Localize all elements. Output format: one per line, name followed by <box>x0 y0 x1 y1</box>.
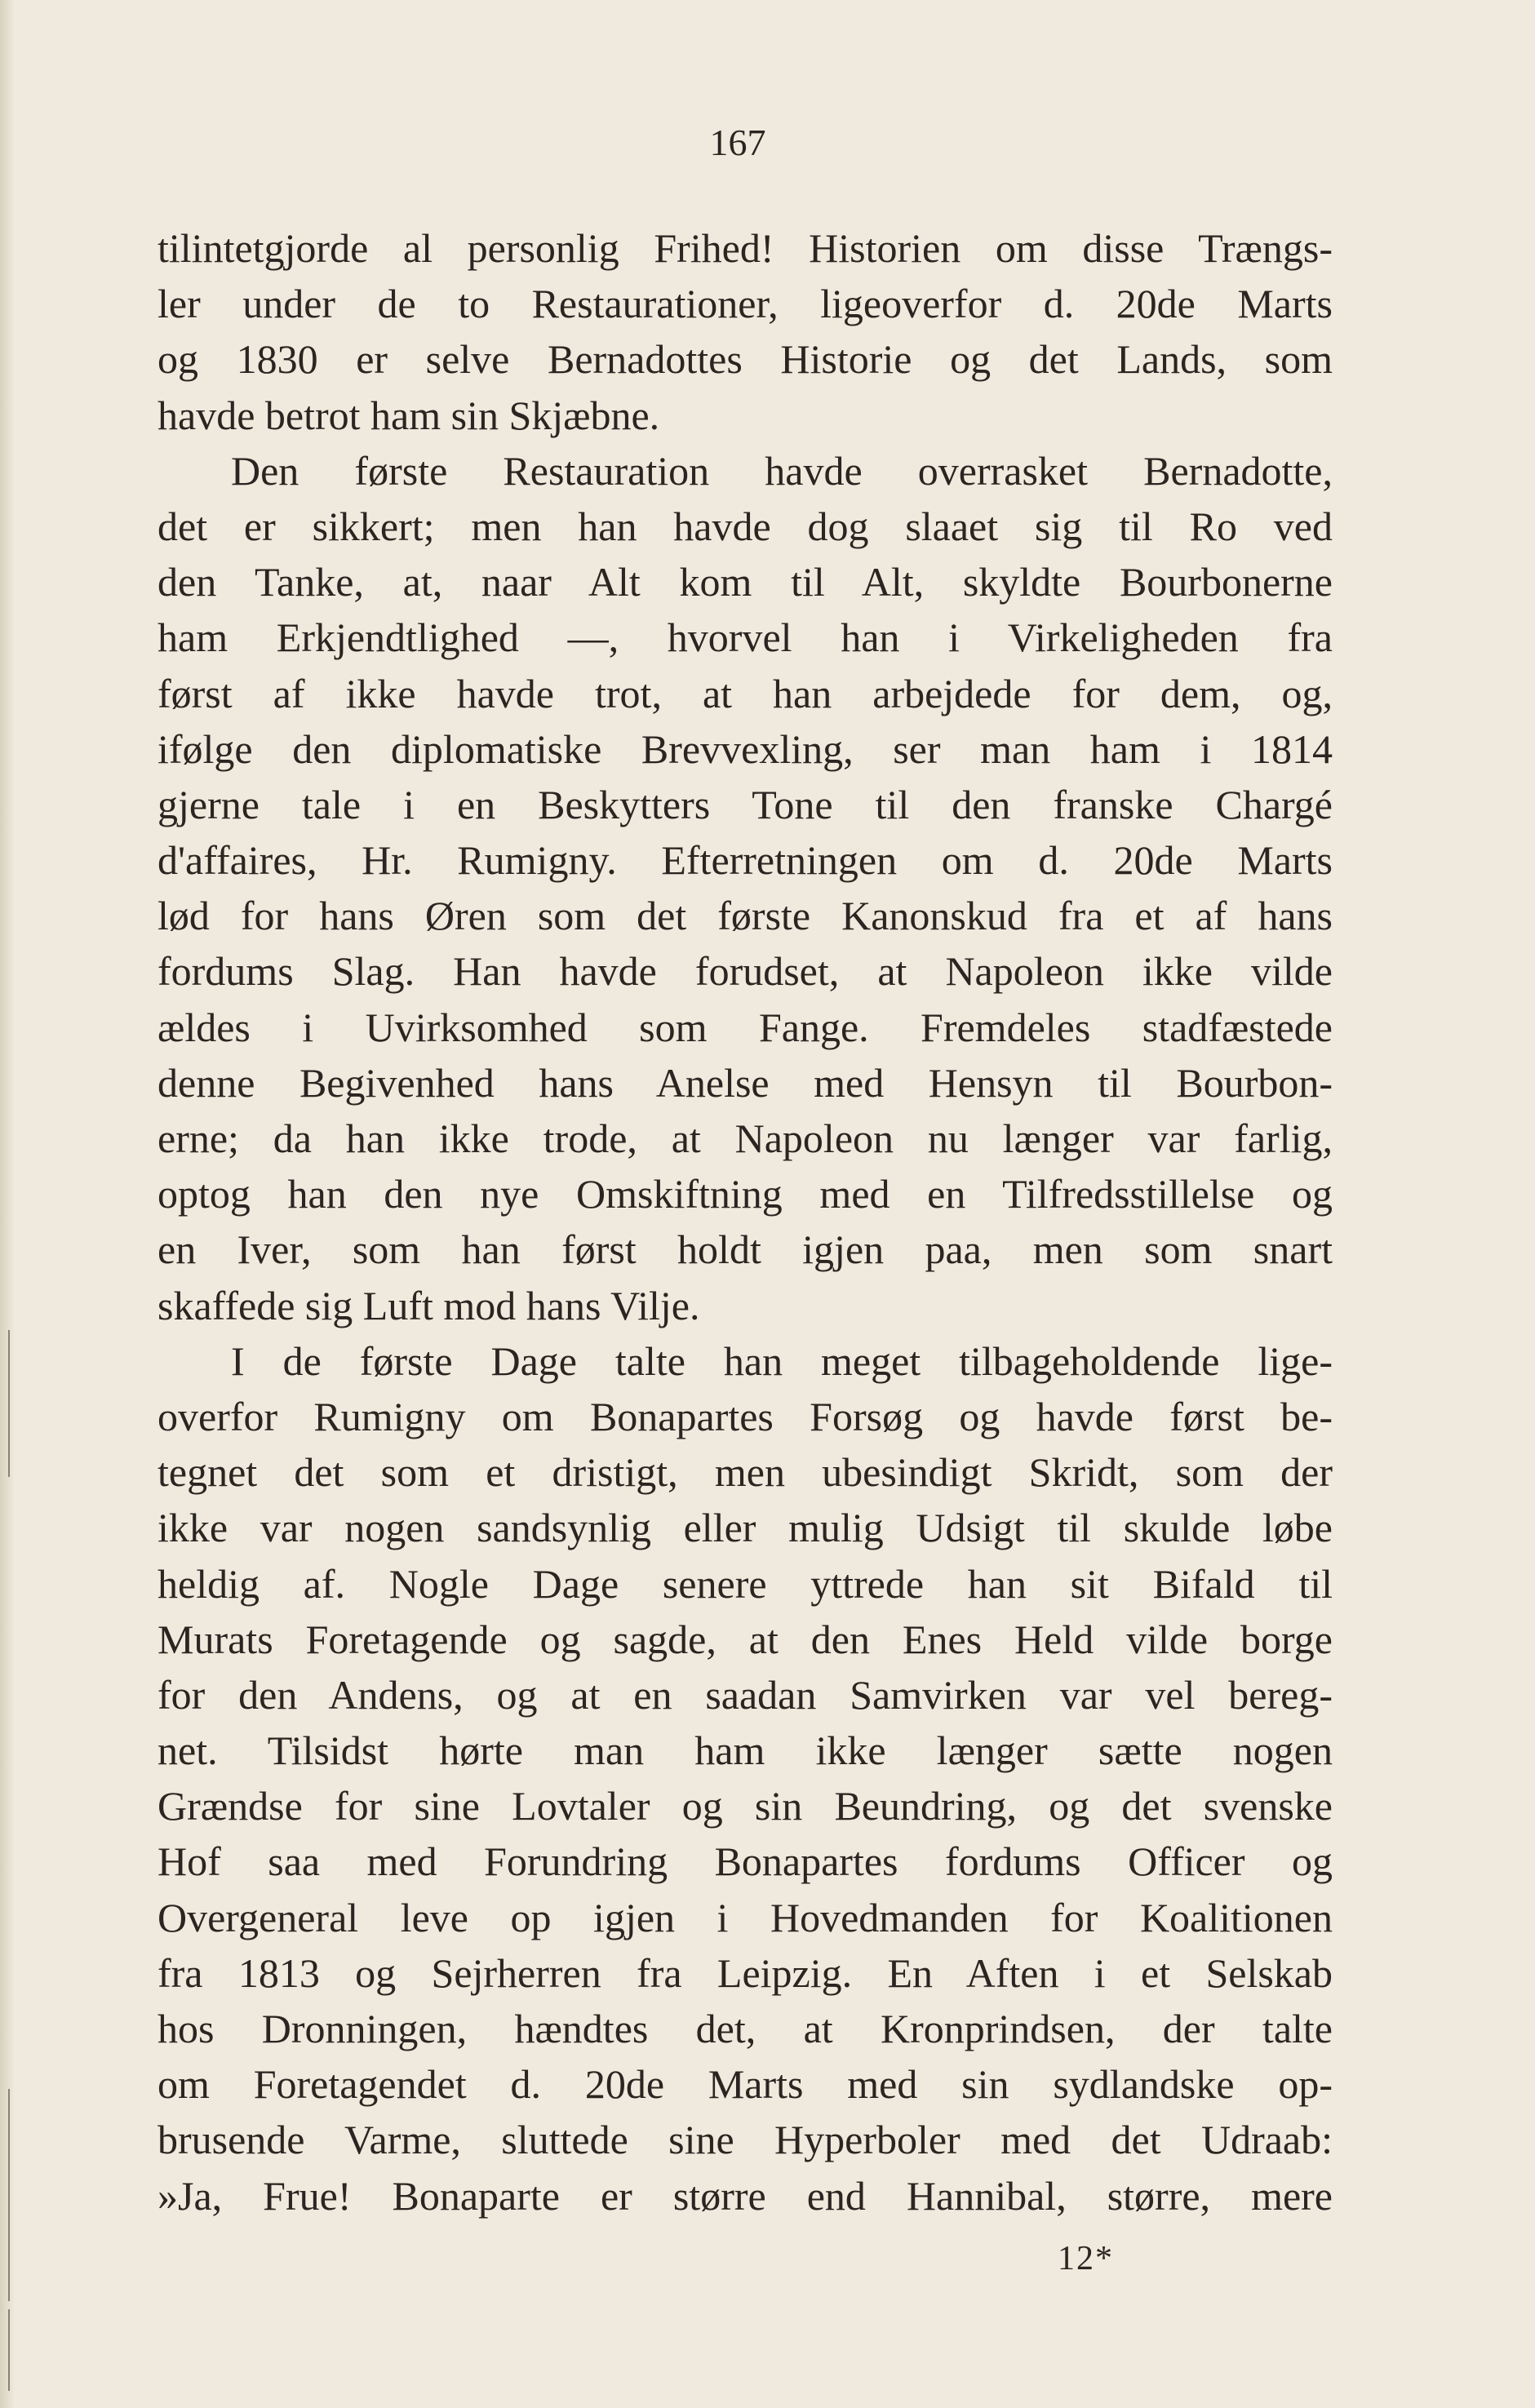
text-line: ifølge den diplomatiske Brevvexling, ser man ham i 1814 <box>157 725 1333 772</box>
text-line: Murats Foretagende og sagde, at den Enes Held vilde borge <box>157 1616 1333 1662</box>
page-edge-shadow <box>0 0 15 2408</box>
page-edge-mark <box>8 2089 10 2301</box>
text-line: net. Tilsidst hørte man ham ikke længer sætte nogen <box>157 1727 1333 1774</box>
page-number: 167 <box>709 122 766 163</box>
text-line: havde betrot ham sin Skjæbne. <box>157 392 660 438</box>
page-edge-mark <box>8 1330 10 1477</box>
text-line: lød for hans Øren som det første Kanonskud fra et af hans <box>157 893 1333 939</box>
text-line: det er sikkert; men han havde dog slaaet sig til Ro ved <box>157 503 1333 549</box>
text-line: optog han den nye Omskiftning med en Tilfredsstillelse og <box>157 1171 1333 1217</box>
text-line: og 1830 er selve Bernadottes Historie og det Lands, som <box>157 336 1333 383</box>
text-line: denne Begivenhed hans Anelse med Hensyn til Bourbon- <box>157 1059 1333 1106</box>
body-text <box>157 220 1333 2224</box>
text-line: en Iver, som han først holdt igjen paa, men som snart <box>157 1226 1333 1273</box>
text-line: Overgeneral leve op igjen i Hovedmanden for Koalitionen <box>157 1894 1333 1940</box>
text-line: Den første Restauration havde overrasket Bernadotte, <box>231 447 1333 494</box>
text-line: overfor Rumigny om Bonapartes Forsøg og havde først be- <box>157 1393 1333 1439</box>
text-line: Grændse for sine Lovtaler og sin Beundring, og det svenske <box>157 1783 1333 1829</box>
text-line: heldig af. Nogle Dage senere yttrede han sit Bifald til <box>157 1560 1333 1607</box>
text-line: fordums Slag. Han havde forudset, at Napoleon ikke vilde <box>157 948 1333 995</box>
page-edge-mark <box>8 2309 10 2391</box>
text-line: ældes i Uvirksomhed som Fange. Fremdeles stadfæstede <box>157 1004 1333 1050</box>
text-line: hos Dronningen, hændtes det, at Kronprindsen, der talte <box>157 2006 1333 2051</box>
signature-mark: 12* <box>1058 2240 1114 2277</box>
text-line: om Foretagendet d. 20de Marts med sin sydlandske op- <box>157 2061 1333 2108</box>
text-line: den Tanke, at, naar Alt kom til Alt, skyldte Bourbonerne <box>157 559 1333 605</box>
text-line: tegnet det som et dristigt, men ubesindigt Skridt, som der <box>157 1449 1333 1496</box>
text-line: erne; da han ikke trode, at Napoleon nu længer var farlig, <box>157 1115 1333 1161</box>
text-line: for den Andens, og at en saadan Samvirken var vel bereg- <box>157 1671 1333 1718</box>
text-line: ler under de to Restaurationer, ligeoverfor d. 20de Marts <box>157 281 1333 327</box>
text-line: først af ikke havde trot, at han arbejdede for dem, og, <box>157 670 1333 716</box>
text-line: ikke var nogen sandsynlig eller mulig Udsigt til skulde løbe <box>157 1505 1333 1551</box>
text-line: I de første Dage talte han meget tilbageholdende lige- <box>231 1337 1333 1384</box>
text-line: gjerne tale i en Beskytters Tone til den franske Chargé <box>157 781 1333 827</box>
text-line: d'affaires, Hr. Rumigny. Efterretningen om d. 20de Marts <box>157 837 1333 884</box>
text-line: ham Erkjendtlighed —, hvorvel han i Virkeligheden fra <box>157 614 1333 661</box>
text-line: tilintetgjorde al personlig Frihed! Historien om disse Trængs- <box>157 225 1333 271</box>
text-line: »Ja, Frue! Bonaparte er større end Hannibal, større, mere <box>157 2172 1333 2219</box>
text-line: fra 1813 og Sejrherren fra Leipzig. En Aften i et Selskab <box>157 1949 1333 1996</box>
text-line: brusende Varme, sluttede sine Hyperboler med det Udraab: <box>157 2117 1333 2163</box>
text-line: skaffede sig Luft mod hans Vilje. <box>157 1282 700 1328</box>
text-line: Hof saa med Forundring Bonapartes fordums Officer og <box>157 1838 1333 1885</box>
